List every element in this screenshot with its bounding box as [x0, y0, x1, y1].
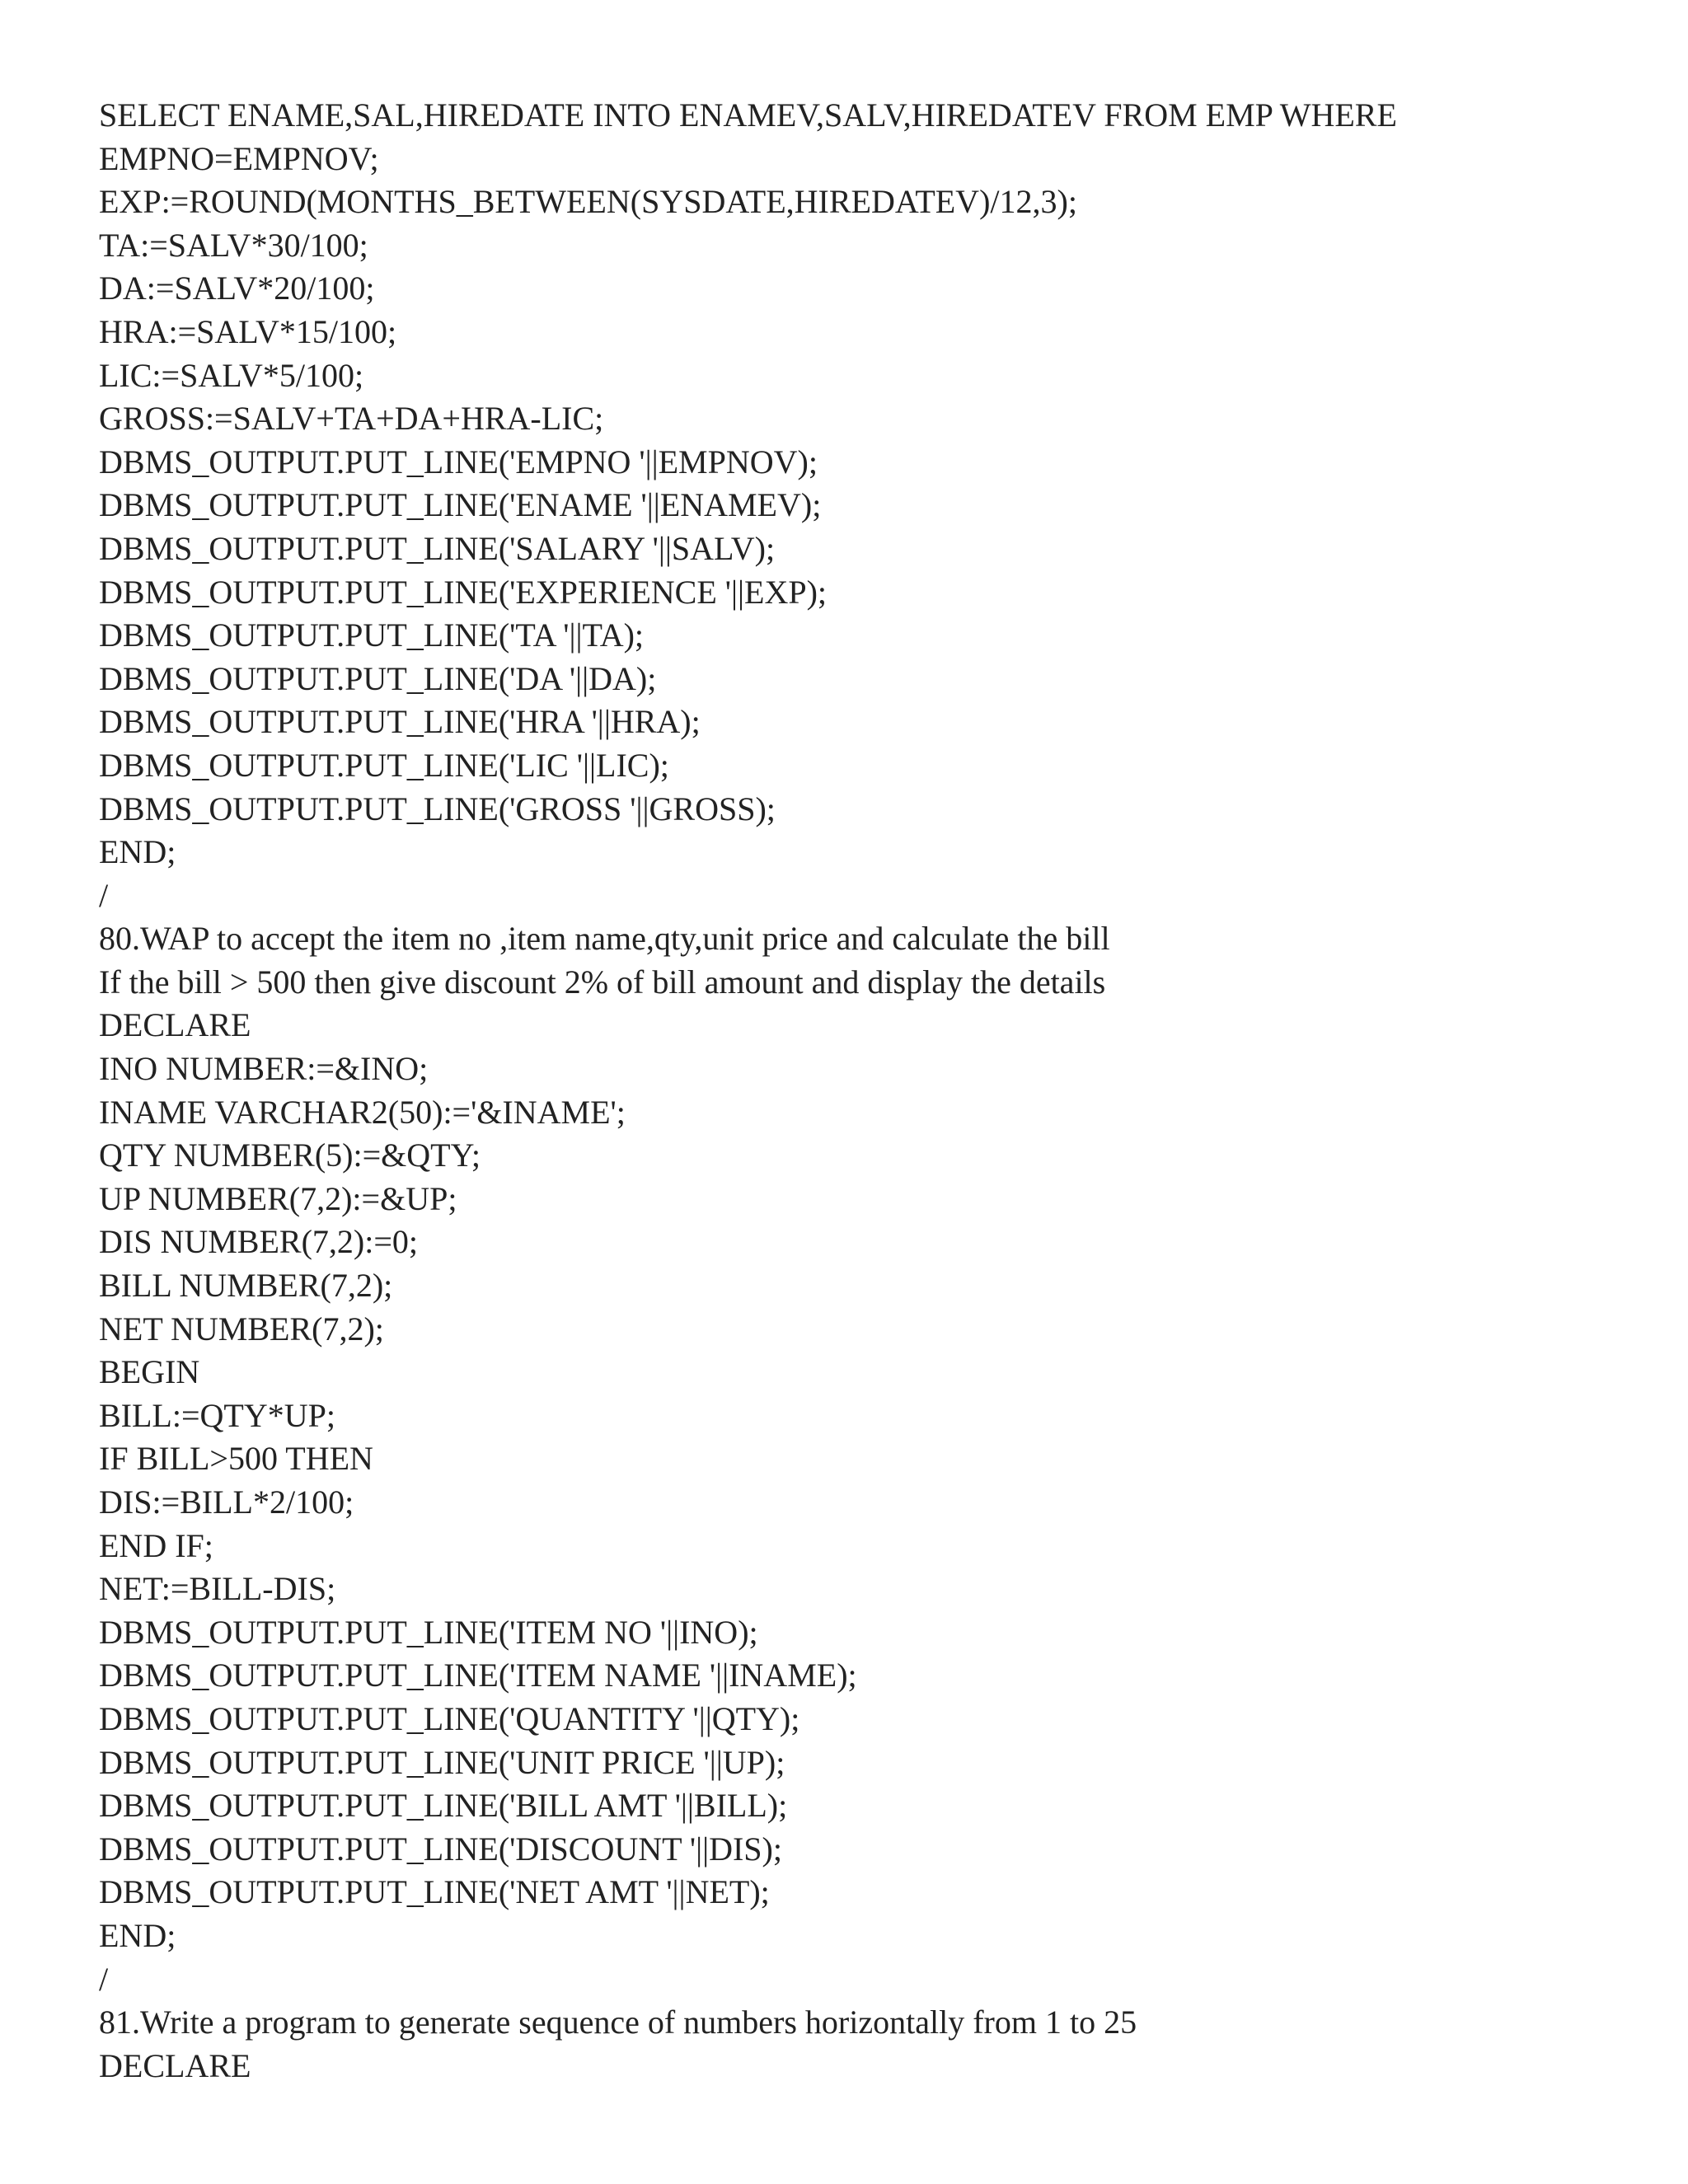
text-line: DBMS_OUTPUT.PUT_LINE('EXPERIENCE '||EXP);	[99, 573, 828, 611]
text-line: END;	[99, 1916, 176, 1954]
text-line: HRA:=SALV*15/100;	[99, 312, 397, 350]
text-block	[99, 94, 1632, 2088]
text-line: DBMS_OUTPUT.PUT_LINE('LIC '||LIC);	[99, 746, 669, 784]
text-line: DECLARE	[99, 1006, 251, 1044]
text-line: QTY NUMBER(5):=&QTY;	[99, 1137, 481, 1174]
text-line: BILL NUMBER(7,2);	[99, 1267, 393, 1305]
text-line: DBMS_OUTPUT.PUT_LINE('HRA '||HRA);	[99, 703, 701, 741]
text-line: IF BILL>500 THEN	[99, 1440, 373, 1478]
section-heading: 80.WAP to accept the item no ,item name,qty,unit price and calculate the bill	[99, 920, 1110, 958]
text-line: DBMS_OUTPUT.PUT_LINE('DA '||DA);	[99, 659, 657, 697]
text-line: DIS:=BILL*2/100;	[99, 1483, 354, 1521]
text-line: DBMS_OUTPUT.PUT_LINE('GROSS '||GROSS);	[99, 790, 776, 827]
text-line: INO NUMBER:=&INO;	[99, 1050, 429, 1088]
section-heading: 81.Write a program to generate sequence of numbers horizontally from 1 to 25	[99, 2004, 1137, 2041]
text-line: BEGIN	[99, 1353, 200, 1391]
text-line: SELECT ENAME,SAL,HIREDATE INTO ENAMEV,SALV,HIREDATEV FROM EMP WHERE	[99, 96, 1397, 134]
text-line: LIC:=SALV*5/100;	[99, 356, 364, 394]
text-line: /	[99, 876, 109, 914]
text-line: DBMS_OUTPUT.PUT_LINE('SALARY '||SALV);	[99, 529, 776, 567]
text-line: DBMS_OUTPUT.PUT_LINE('NET AMT '||NET);	[99, 1873, 770, 1911]
text-line: DECLARE	[99, 2046, 251, 2084]
text-line: EXP:=ROUND(MONTHS_BETWEEN(SYSDATE,HIREDATEV)/12,3);	[99, 183, 1077, 221]
text-line: INAME VARCHAR2(50):='&INAME';	[99, 1093, 626, 1131]
text-line: UP NUMBER(7,2):=&UP;	[99, 1179, 457, 1217]
text-line: /	[99, 1960, 109, 1998]
text-line: DBMS_OUTPUT.PUT_LINE('QUANTITY '||QTY);	[99, 1699, 800, 1737]
text-line: DBMS_OUTPUT.PUT_LINE('BILL AMT '||BILL);	[99, 1787, 788, 1825]
text-line: NET NUMBER(7,2);	[99, 1310, 384, 1347]
text-line: DIS NUMBER(7,2):=0;	[99, 1223, 419, 1261]
text-line: DBMS_OUTPUT.PUT_LINE('TA '||TA);	[99, 616, 645, 654]
text-line: DBMS_OUTPUT.PUT_LINE('ITEM NO '||INO);	[99, 1613, 758, 1651]
text-line: DBMS_OUTPUT.PUT_LINE('ENAME '||ENAMEV);	[99, 486, 822, 524]
text-line: EMPNO=EMPNOV;	[99, 139, 379, 177]
text-line: GROSS:=SALV+TA+DA+HRA-LIC;	[99, 400, 604, 438]
text-line: NET:=BILL-DIS;	[99, 1570, 336, 1608]
text-line: If the bill > 500 then give discount 2% of bill amount and display the details	[99, 963, 1106, 1001]
text-line: DBMS_OUTPUT.PUT_LINE('UNIT PRICE '||UP);	[99, 1743, 785, 1781]
text-line: TA:=SALV*30/100;	[99, 226, 368, 264]
text-line: BILL:=QTY*UP;	[99, 1396, 335, 1434]
text-line: END;	[99, 833, 176, 871]
text-line: DBMS_OUTPUT.PUT_LINE('ITEM NAME '||INAME);	[99, 1657, 857, 1694]
text-line: END IF;	[99, 1526, 213, 1564]
text-line: DBMS_OUTPUT.PUT_LINE('EMPNO '||EMPNOV);	[99, 443, 818, 480]
text-line: DBMS_OUTPUT.PUT_LINE('DISCOUNT '||DIS);	[99, 1830, 782, 1868]
text-line: DA:=SALV*20/100;	[99, 269, 375, 307]
